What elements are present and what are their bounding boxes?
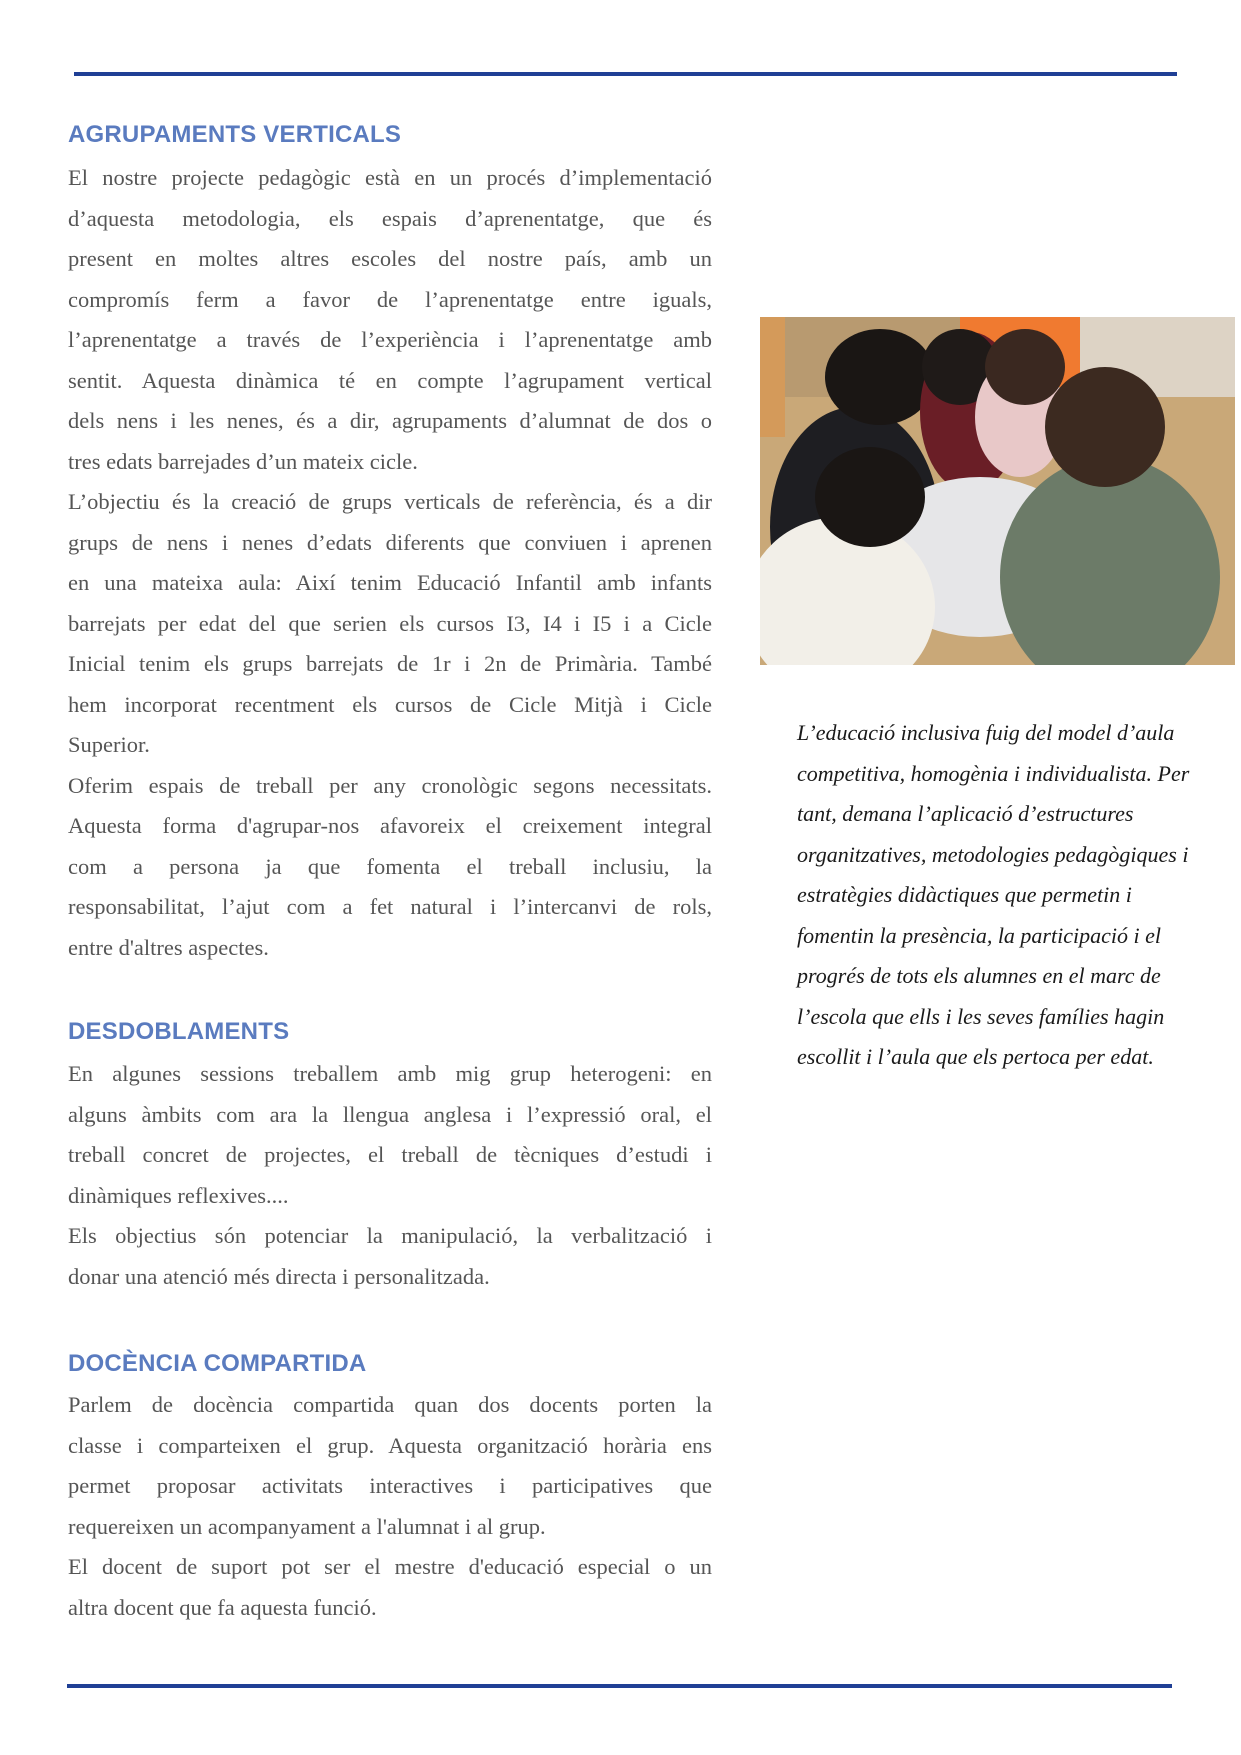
body-text-line: present en moltes altres escoles del nostre país, amb un (68, 246, 712, 271)
body-text-line: treball concret de projectes, el treball de tècniques d’estudi i (68, 1142, 712, 1167)
body-text-line: En algunes sessions treballem amb mig grup heterogeni: en (68, 1061, 712, 1086)
body-text-line: Els objectius són potenciar la manipulació, la verbalització i (68, 1223, 712, 1248)
photo-caption (797, 713, 1227, 1078)
body-text-line: barrejats per edat del que serien els cursos I3, I4 i I5 i a Cicle (68, 610, 712, 636)
top-rule (74, 72, 1177, 76)
body-text-line: sentit. Aquesta dinàmica té en compte l’agrupament vertical (68, 367, 712, 393)
body-text-line: d’aquesta metodologia, els espais d’aprenentatge, que és (68, 205, 712, 231)
body-text-line: responsabilitat, l’ajut com a fet natural i l’intercanvi de rols, (68, 894, 712, 919)
caption-line: tant, demana l’aplicació d’estructures (797, 801, 1134, 826)
body-text-line: l’aprenentatge a través de l’experiència i l’aprenentatge amb (68, 327, 712, 352)
section-body-docencia (68, 1385, 712, 1628)
body-text-line: Superior. (68, 732, 150, 757)
body-text-line: El docent de suport pot ser el mestre d'educació especial o un (68, 1554, 712, 1579)
body-text-line: en una mateixa aula: Així tenim Educació Infantil amb infants (68, 570, 712, 595)
caption-line: L’educació inclusiva fuig del model d’aula (797, 720, 1175, 745)
body-text-line: classe i comparteixen el grup. Aquesta organització horària ens (68, 1432, 712, 1458)
body-text-line: El nostre projecte pedagògic està en un procés d’implementació (68, 165, 712, 190)
children-activity-photo (760, 317, 1235, 665)
body-text-line: dels nens i les nenes, és a dir, agrupaments d’alumnat de dos o (68, 408, 712, 433)
body-text-line: compromís ferm a favor de l’aprenentatge entre iguals, (68, 286, 712, 312)
body-text-line: Inicial tenim els grups barrejats de 1r i 2n de Primària. També (68, 651, 712, 676)
caption-line: competitiva, homogènia i individualista. Per (797, 760, 1190, 786)
section-heading-desdoblaments: DESDOBLAMENTS (68, 1018, 290, 1045)
bottom-rule (67, 1684, 1172, 1688)
body-text-line: Parlem de docència compartida quan dos docents porten la (68, 1392, 712, 1417)
caption-line: progrés de tots els alumnes en el marc de (797, 963, 1161, 988)
body-text-line: com a persona ja que fomenta el treball inclusiu, la (68, 853, 712, 879)
section-body-desdoblaments (68, 1054, 712, 1297)
body-text-line: Oferim espais de treball per any cronològic segons necessitats. (68, 772, 712, 798)
body-text-line: Aquesta forma d'agrupar-nos afavoreix el creixement integral (68, 813, 712, 838)
section-heading-agrupaments: AGRUPAMENTS VERTICALS (68, 121, 402, 148)
body-text-line: grups de nens i nenes d’edats diferents que conviuen i aprenen (68, 529, 712, 555)
section-heading-docencia: DOCÈNCIA COMPARTIDA (68, 1350, 367, 1377)
caption-line: organitzatives, metodologies pedagògiques i (797, 841, 1189, 867)
caption-line: l’escola que ells i les seves famílies hagin (797, 1003, 1165, 1029)
caption-line: fomentin la presència, la participació i el (797, 922, 1161, 948)
body-text-line: hem incorporat recentment els cursos de Cicle Mitjà i Cicle (68, 691, 712, 717)
caption-line: escollit i l’aula que els pertoca per edat. (797, 1044, 1154, 1069)
body-text-line: dinàmiques reflexives.... (68, 1182, 289, 1208)
body-text-line: altra docent que fa aquesta funció. (68, 1594, 377, 1620)
body-text-line: alguns àmbits com ara la llengua anglesa i l’expressió oral, el (68, 1101, 712, 1127)
body-text-line: requereixen un acompanyament a l'alumnat i al grup. (68, 1513, 546, 1539)
body-text-line: tres edats barrejades d’un mateix cicle. (68, 448, 418, 474)
body-text-line: permet proposar activitats interactives i participatives que (68, 1473, 712, 1498)
body-text-line: entre d'altres aspectes. (68, 934, 269, 960)
body-text-line: L’objectiu és la creació de grups verticals de referència, és a dir (68, 489, 712, 514)
section-body-agrupaments (68, 158, 712, 968)
body-text-line: donar una atenció més directa i personalitzada. (68, 1263, 490, 1289)
caption-line: estratègies didàctiques que permetin i (797, 882, 1132, 907)
